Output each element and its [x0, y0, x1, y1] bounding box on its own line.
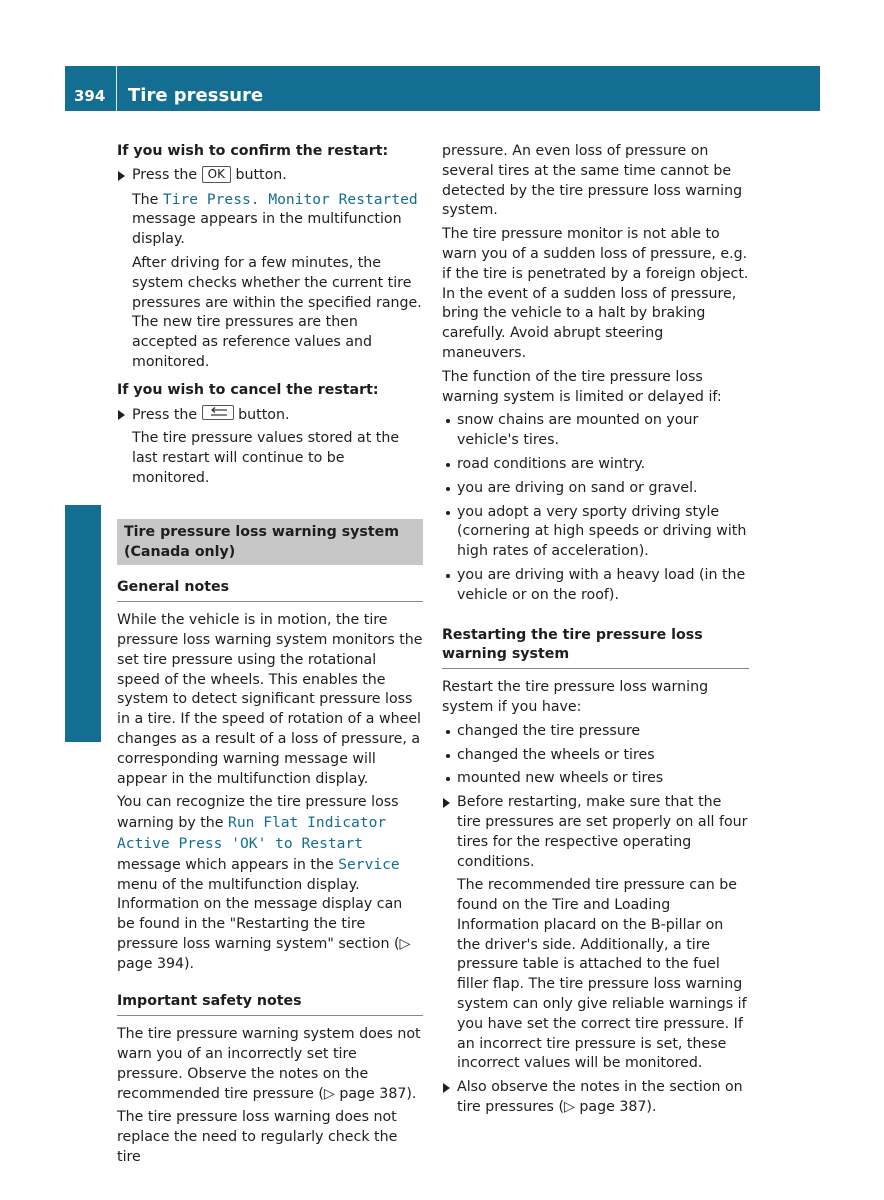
- confirm-restart-step: [117, 166, 423, 186]
- safety-notes-paragraph: The tire pressure warning system does not warn you of an incorrectly set tire pressure. Observe the notes on the recommended tire pressure (▷ page 387).: [117, 1026, 421, 1102]
- section-title: Tire pressure loss warning system (Canada only): [117, 519, 423, 566]
- left-column: [117, 142, 423, 1172]
- restart-intro: Restart the tire pressure loss warning system if you have:: [442, 679, 709, 715]
- general-notes-paragraph-2: [117, 793, 423, 974]
- step-text: Press the: [132, 406, 198, 423]
- page-number: 394: [74, 87, 106, 105]
- step-text: button.: [238, 406, 290, 423]
- note-text: message appears in the multifunction display.: [132, 211, 402, 248]
- list-item: snow chains are mounted on your vehicle's tires.: [442, 411, 749, 451]
- confirm-message-note: [117, 190, 423, 250]
- paragraph-text: message which appears in the: [117, 856, 334, 873]
- list-item: you adopt a very sporty driving style (cornering at high speeds or driving with high rates of acceleration).: [442, 503, 749, 562]
- cancel-after-note: The tire pressure values stored at the last restart will continue to be monitored.: [132, 430, 400, 486]
- list-item: changed the tire pressure: [442, 722, 749, 742]
- list-item: you are driving with a heavy load (in the vehicle or on the roof).: [442, 566, 749, 606]
- step-text: button.: [235, 166, 287, 183]
- general-notes-paragraph: While the vehicle is in motion, the tire pressure loss warning system monitors the set tire pressure using the rotational speed of the wheels. This enables the system to detect significant pressure loss in a tire. If the speed of rotation of a wheel changes as a result of a loss of pressure, a corresponding warning message will appear in the multifunction display.: [117, 612, 423, 787]
- header-divider: [116, 66, 117, 111]
- page-header: [65, 66, 820, 111]
- display-message-code: Run Flat Indicator Active Press 'OK' to Restart: [117, 814, 387, 852]
- list-item: road conditions are wintry.: [442, 455, 749, 475]
- safety-notes-paragraph-2: The tire pressure loss warning does not replace the need to regularly check the tire: [117, 1109, 398, 1166]
- display-message-code: Tire Press. Monitor Restarted: [162, 190, 418, 208]
- note-text: The: [132, 191, 159, 208]
- back-arrow-icon: [208, 407, 230, 418]
- general-notes-heading: General notes: [117, 578, 423, 602]
- confirm-after-note: After driving for a few minutes, the system checks whether the current tire pressures are within the specified range. The new tire pressures are then accepted as reference values and monitored.: [132, 254, 422, 370]
- right-paragraph-2: The tire pressure monitor is not able to warn you of a sudden loss of pressure, e.g. if the tire is penetrated by a foreign object. In the event of a sudden loss of pressure, bring the vehicle to a halt by braking carefully. Avoid abrupt steering maneuvers.: [442, 226, 749, 361]
- step-text: Press the: [132, 166, 198, 183]
- menu-name-code: Service: [338, 855, 400, 873]
- confirm-restart-heading: If you wish to confirm the restart:: [117, 143, 389, 159]
- ok-key-icon: OK: [202, 166, 231, 183]
- back-key-icon: [202, 405, 234, 420]
- cancel-restart-heading: If you wish to cancel the restart:: [117, 381, 379, 398]
- list-item: you are driving on sand or gravel.: [442, 479, 749, 499]
- right-paragraph-1: pressure. An even loss of pressure on several tires at the same time cannot be detected by the tire pressure loss warning system.: [442, 143, 743, 219]
- restart-step-2: Also observe the notes in the section on tire pressures (▷ page 387).: [442, 1078, 749, 1118]
- list-item: mounted new wheels or tires: [442, 769, 749, 789]
- right-paragraph-3: The function of the tire pressure loss warning system is limited or delayed if:: [442, 368, 722, 405]
- list-item: changed the wheels or tires: [442, 746, 749, 766]
- paragraph-text: menu of the multifunction display. Information on the message display can be found in the "Restarting the tire pressure loss warning system" section (▷ page 394).: [117, 876, 411, 972]
- chapter-tab-label: Wheels and tires: [80, 505, 104, 705]
- page-title: Tire pressure: [128, 85, 264, 106]
- right-column: [442, 142, 749, 1122]
- cancel-restart-step: [117, 405, 423, 426]
- restart-step-1: Before restarting, make sure that the tire pressures are set properly on all four tires for the respective operating conditions.: [442, 793, 749, 872]
- restart-step-1-note: The recommended tire pressure can be found on the Tire and Loading Information placard on the B-pillar on the driver's side. Additionally, a tire pressure table is attached to the fuel filler flap. The tire pressure loss warning system can only give reliable warnings if you have set the correct tire pressure. If an incorrect tire pressure is set, these incorrect values will be monitored.: [457, 877, 747, 1072]
- safety-notes-heading: Important safety notes: [117, 992, 423, 1016]
- paragraph-text: You can recognize the tire pressure loss warning by the: [117, 794, 399, 832]
- restart-heading: Restarting the tire pressure loss warning system: [442, 626, 749, 670]
